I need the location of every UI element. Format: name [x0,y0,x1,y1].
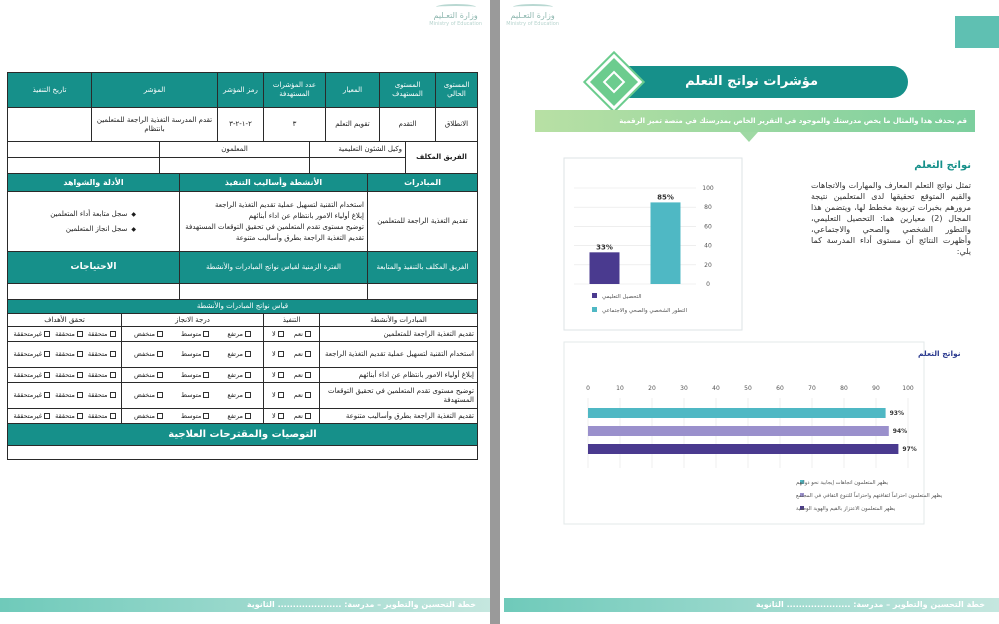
team-teachers: المعلمون [159,142,309,157]
cell-criterion: تقويم التعلم [325,108,379,141]
option-no[interactable]: لا [272,391,284,400]
y-tick-label: 60 [704,223,712,231]
initiative-text: تقديم التغذية الراجعة للمتعلمين [367,192,477,251]
banner-title: مؤشرات نواتج التعلم [610,66,908,98]
option-not_achieved[interactable]: غيرمتحققة [14,391,51,400]
checkbox-icon[interactable] [245,413,251,419]
checkbox-icon[interactable] [278,351,284,357]
checkbox-icon[interactable] [203,351,209,357]
bar [590,252,620,284]
checkbox-icon[interactable] [157,413,163,419]
checkbox-icon[interactable] [77,413,83,419]
data-label: 94% [892,428,908,435]
checkbox-icon[interactable] [77,351,83,357]
x-tick-label: 0 [586,385,590,392]
team-deputy: وكيل الشئون التعليمية [309,142,405,157]
option-low[interactable]: منخفض [134,350,163,359]
measure-degree [121,368,263,382]
team-subrow-2 [8,158,405,173]
checkbox-icon[interactable] [278,413,284,419]
hdr-exec-date: تاريخ التنفيذ [8,73,91,107]
hdr-indicators-count: عدد المؤشرات المستهدفة [263,73,325,107]
chart-title: نواتج التعلم [918,349,961,358]
checkbox-icon[interactable] [245,351,251,357]
measure-col-activity: المبادرات والأنشطة [319,314,477,326]
option-high[interactable]: مرتفع [227,371,251,380]
team-subrow [8,142,405,158]
footer-bar: خطة التحسين والتطوير – مدرسة: ..................... الثانوية [0,598,490,612]
option-achieved[interactable]: متحققة [55,412,83,421]
checkbox-icon[interactable] [157,331,163,337]
x-tick-label: 100 [902,385,914,392]
measure-activity: إبلاغ أولياء الامور بانتظام عن اداء أبنائهم [319,368,477,382]
diamond-icon [586,54,643,111]
checkbox-icon[interactable] [44,413,50,419]
team-details [8,142,405,173]
recommendations-row [7,424,478,446]
checkbox-icon[interactable] [110,413,116,419]
option-medium[interactable]: متوسط [181,330,209,339]
option-no[interactable]: لا [272,330,284,339]
checkbox-icon[interactable] [110,392,116,398]
option-high[interactable]: مرتفع [227,330,251,339]
activity-item: توضيح مستوى تقدم المتعلمين في تحقيق التوقعات المستهدفة [185,222,364,231]
measure-goals [8,383,121,408]
measure-exec [263,327,319,341]
option-high[interactable]: مرتفع [227,412,251,421]
option-medium[interactable]: متوسط [181,412,209,421]
bar [588,426,889,436]
measure-table-row [7,327,478,342]
checkbox-icon[interactable] [245,392,251,398]
measure-exec [263,342,319,367]
checkbox-icon[interactable] [77,392,83,398]
option-low[interactable]: منخفض [134,412,163,421]
hdr-needs: الاحتياجات [8,252,179,283]
activity-item: تقديم التغذية الراجعة بطرق وأساليب متنوعة [235,233,364,242]
legend-label: التطور الشخصي والصحي والاجتماعي [602,308,687,314]
checkbox-icon[interactable] [203,392,209,398]
option-medium[interactable]: متوسط [181,350,209,359]
checkbox-icon[interactable] [305,351,311,357]
option-not_achieved[interactable]: غيرمتحققة [14,371,51,380]
checkbox-icon[interactable] [278,331,284,337]
option-yes[interactable]: نعم [294,350,311,359]
measure-col-degree: درجة الانجاز [121,314,263,326]
x-tick-label: 30 [680,385,688,392]
checkbox-icon[interactable] [305,331,311,337]
measure-goals [8,409,121,423]
x-tick-label: 50 [744,385,752,392]
option-not_achieved[interactable]: غيرمتحققة [14,412,51,421]
option-not_achieved[interactable]: غيرمتحققة [14,330,51,339]
y-tick-label: 100 [702,185,714,192]
data-label: 33% [596,243,613,252]
legend-label: التحصيل التعليمي [602,294,642,300]
recommendations-value-row [7,446,478,460]
option-achieved[interactable]: متحققة [55,391,83,400]
option-achieved[interactable]: متحققة [88,371,116,380]
measure-title-row [7,300,478,314]
checkbox-icon[interactable] [77,372,83,378]
needs-value [8,284,179,299]
measure-degree [121,327,263,341]
section-banner [590,66,908,98]
evidence-item: ◆ سجل متابعة أداء المتعلمين [50,210,136,219]
measure-table-row [7,368,478,383]
activity-item: إبلاغ أولياء الامور بانتظام عن اداء أبنائهم [248,211,364,220]
hdr-criterion: المعيار [325,73,379,107]
checkbox-icon[interactable] [77,331,83,337]
bar [588,408,886,418]
checkbox-icon[interactable] [44,331,50,337]
bar [588,444,898,454]
table-header-row [7,72,478,108]
checkbox-icon[interactable] [305,392,311,398]
right-page [500,0,999,624]
option-yes[interactable]: نعم [294,330,311,339]
hdr-target-level: المستوى المستهدف [379,73,435,107]
option-low[interactable]: منخفض [134,371,163,380]
vertical-bar-chart [564,158,742,330]
table-row [7,108,478,142]
hdr-initiatives: المبادرات [367,174,477,191]
cell-target-level: التقدم [379,108,435,141]
y-tick-label: 40 [704,242,712,250]
option-medium[interactable]: متوسط [181,371,209,380]
checkbox-icon[interactable] [44,392,50,398]
team-empty-4 [8,158,159,173]
checkbox-icon[interactable] [44,351,50,357]
option-yes[interactable]: نعم [294,371,311,380]
x-tick-label: 10 [616,385,624,392]
x-tick-label: 80 [840,385,848,392]
hdr-activities: الأنشطة وأساليب التنفيذ [179,174,367,191]
hdr-follow-team: الفريق المكلف بالتنفيذ والمتابعة [367,252,477,283]
option-achieved[interactable]: متحققة [55,350,83,359]
checkbox-icon[interactable] [44,372,50,378]
follow-team-value [367,284,477,299]
x-tick-label: 60 [776,385,784,392]
cell-indicator-code: ٢-١-٢-٣ [217,108,263,141]
section-title: نواتج التعلم [914,160,971,171]
measure-goals [8,342,121,367]
option-no[interactable]: لا [272,412,284,421]
checkbox-icon[interactable] [110,372,116,378]
measure-table-row [7,342,478,368]
option-yes[interactable]: نعم [294,412,311,421]
arrow-down-icon [740,132,758,142]
legend-swatch [592,307,597,312]
measure-degree [121,383,263,408]
option-achieved[interactable]: متحققة [55,371,83,380]
measure-header-row [7,314,478,327]
footer-bar-right: خطة التحسين والتطوير – مدرسة: ..................... الثانوية [504,598,999,612]
checkbox-icon[interactable] [203,331,209,337]
checkbox-icon[interactable] [245,372,251,378]
y-tick-label: 0 [706,281,710,288]
measure-activity: تقديم التغذية الراجعة للمتعلمين [319,327,477,341]
checkbox-icon[interactable] [157,392,163,398]
cell-current-level: الانطلاق [435,108,477,141]
y-tick-label: 20 [704,261,712,269]
evidence-list [11,210,176,234]
measure-rows [7,327,478,424]
x-tick-label: 40 [712,385,720,392]
checkbox-icon[interactable] [305,372,311,378]
data-label: 97% [902,446,917,453]
measure-col-exec: التنفيذ [263,314,319,326]
bar [651,202,681,284]
option-no[interactable]: لا [272,350,284,359]
x-tick-label: 90 [872,385,880,392]
option-achieved[interactable]: متحققة [88,330,116,339]
legend-label: يظهر المتعلمون احتراماً لثقافتهم واحتراماً للتنوع الثقافي في المجتمع [796,493,943,499]
data-label: 93% [889,410,904,417]
follow-row [7,252,478,284]
measure-exec [263,409,319,423]
recommendations-title: التوصيات والمقترحات العلاجية [8,424,477,445]
team-empty-2 [309,158,405,173]
measure-title: قياس نواتج المبادرات والأنشطة [8,300,477,313]
measure-activity: تقديم التغذية الراجعة بطرق وأساليب متنوعة [319,409,477,423]
checkbox-icon[interactable] [157,372,163,378]
initiative-row [7,192,478,252]
option-medium[interactable]: متوسط [181,391,209,400]
checkbox-icon[interactable] [203,413,209,419]
option-low[interactable]: منخفض [134,391,163,400]
ministry-logo: وزارة التعـليم Ministry of Education [429,4,482,29]
measure-activity: توضيح مستوى تقدم المتعلمين في تحقيق التوقعات المستهدفة [319,383,477,408]
option-high[interactable]: مرتفع [227,391,251,400]
legend-label: يظهر المتعلمون اتجاهات إيجابية نحو ذواتهم [796,480,889,486]
measure-degree [121,409,263,423]
option-achieved[interactable]: متحققة [55,330,83,339]
activity-item: استخدام التقنية لتسهيل عملية تقديم التغذية الراجعة [214,200,364,209]
activities-list [179,192,367,251]
measure-exec [263,368,319,382]
data-label: 85% [657,193,674,202]
sections-header-row [7,174,478,192]
section-paragraph: تمثل نواتج التعلم المعارف والمهارات والاتجاهات والقيم المتوقع تحقيقها لدى المتعلمين نتيجة مرورهم بخبرات تربوية مخطط لها، ويتضمن هذا المجال (2) معيارين هما: التحصيل التعليمي، والتطور الشخصي والصحي والاجتماعي، وأظهرت النتائج أن مستوى أداء المدرسة كما يلي: [811,181,971,256]
hdr-timeframe: الفترة الزمنية لقياس نواتج المبادرات والأنشطة [179,252,367,283]
measure-activity: استخدام التقنية لتسهيل عملية تقديم التغذية الراجعة [319,342,477,367]
plan-table [7,72,478,460]
option-achieved[interactable]: متحققة [88,391,116,400]
cell-indicators-count: ٣ [263,108,325,141]
checkbox-icon[interactable] [203,372,209,378]
ministry-logo-right: وزارة التعـليم Ministry of Education [506,4,559,29]
team-row [7,142,478,174]
measure-degree [121,342,263,367]
checkbox-icon[interactable] [157,351,163,357]
team-label: الفريق المكلف [405,142,477,173]
checkbox-icon[interactable] [245,331,251,337]
measure-table-row [7,383,478,409]
y-tick-label: 80 [704,204,712,212]
left-page [0,0,490,624]
team-empty [8,142,159,157]
horizontal-bar-chart [564,342,961,524]
measure-table-row [7,409,478,424]
recommendations-value [8,446,477,459]
checkbox-icon[interactable] [110,351,116,357]
measure-col-goals: تحقق الأهداف [8,314,121,326]
option-achieved[interactable]: متحققة [88,412,116,421]
legend-swatch [592,293,597,298]
checkbox-icon[interactable] [305,413,311,419]
measure-goals [8,368,121,382]
option-low[interactable]: منخفض [134,330,163,339]
legend-label: يظهر المتعلمون الاعتزاز بالقيم والهوية الوطنية [796,506,896,512]
checkbox-icon[interactable] [278,372,284,378]
instruction-strip: قم بحذف هذا والمثال ما يخص مدرستك والموجود في التقرير الخاص بمدرستك في منصة تميز الرقمية [535,110,975,132]
option-high[interactable]: مرتفع [227,350,251,359]
x-tick-label: 20 [648,385,656,392]
hdr-indicator: المؤشر [91,73,217,107]
option-no[interactable]: لا [272,371,284,380]
checkbox-icon[interactable] [110,331,116,337]
measure-goals [8,327,121,341]
measure-exec [263,383,319,408]
hdr-indicator-code: رمز المؤشر [217,73,263,107]
logo-swirl-icon [436,4,476,10]
logo-swirl-icon [513,4,553,10]
timeframe-value [179,284,367,299]
follow-values-row [7,284,478,300]
cell-exec-date [8,108,91,141]
option-not_achieved[interactable]: غيرمتحققة [14,350,51,359]
checkbox-icon[interactable] [278,392,284,398]
hdr-current-level: المستوى الحالي [435,73,477,107]
hdr-evidence: الأدلة والشواهد [8,174,179,191]
x-tick-label: 70 [808,385,816,392]
option-achieved[interactable]: متحققة [88,350,116,359]
cell-indicator: تقدم المدرسة التغذية الراجعة للمتعلمين بانتظام [91,108,217,141]
corner-block [955,16,999,48]
option-yes[interactable]: نعم [294,391,311,400]
evidence-cell [8,192,179,251]
team-empty-3 [159,158,309,173]
evidence-item: ◆ سجل انجاز المتعلمين [66,225,136,234]
